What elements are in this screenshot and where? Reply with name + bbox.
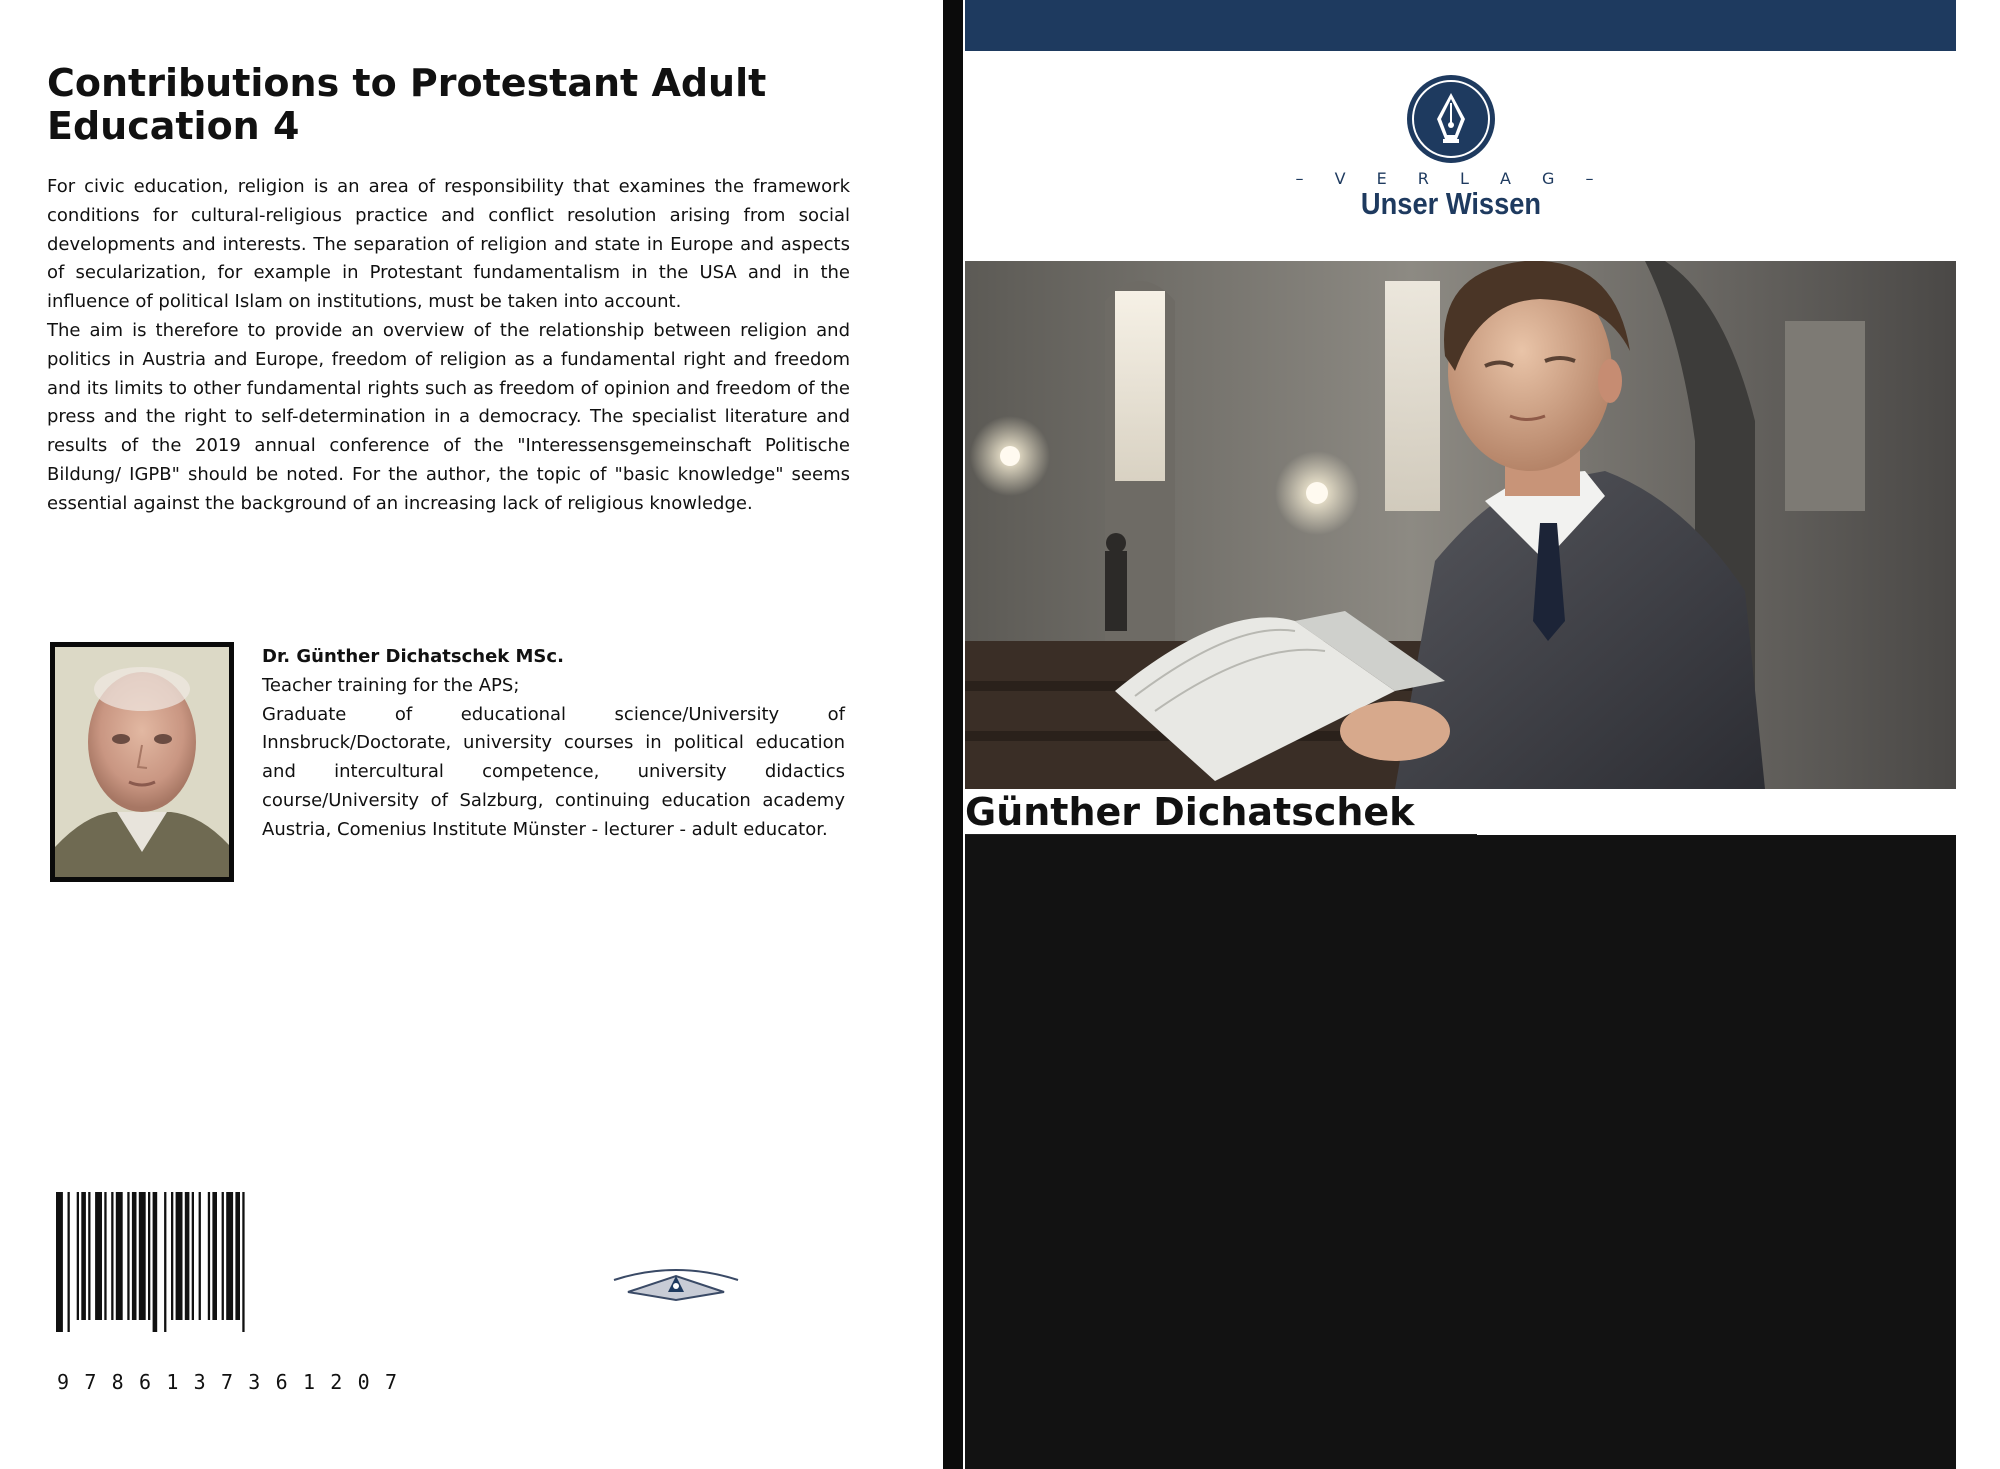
barcode-bar bbox=[235, 1192, 240, 1320]
back-publisher-logo-icon bbox=[608, 1262, 744, 1302]
publisher-name: Unser Wissen bbox=[1360, 186, 1542, 221]
barcode-bar bbox=[212, 1192, 217, 1320]
barcode-bar bbox=[153, 1192, 158, 1332]
isbn-digit: 9 bbox=[57, 1370, 70, 1394]
isbn-digits bbox=[57, 1370, 397, 1394]
barcode-bar bbox=[104, 1192, 106, 1320]
back-cover-title: Contributions to Protestant Adult Education 4 bbox=[47, 61, 767, 148]
author-bio-details: Graduate of educational science/University of Innsbruck/Doctorate, university courses in political education and intercultural competence, university didactics course/University of Salzburg, continuing education academy Austria, Comenius Institute Münster - lecturer - adult educator. bbox=[262, 703, 845, 840]
isbn-digit: 1 bbox=[166, 1370, 179, 1394]
barcode-bar bbox=[139, 1192, 146, 1320]
barcode-bar bbox=[242, 1192, 244, 1332]
barcode-bar bbox=[132, 1192, 137, 1320]
barcode-bar bbox=[127, 1192, 129, 1320]
publisher-verlag-label: – V E R L A G – bbox=[1295, 169, 1607, 188]
barcode-bar bbox=[192, 1192, 194, 1320]
book-spine bbox=[943, 0, 963, 1469]
author-photo bbox=[50, 642, 234, 882]
isbn-digit: 6 bbox=[138, 1370, 152, 1394]
barcode-bar bbox=[95, 1192, 102, 1320]
barcode-bar bbox=[77, 1192, 79, 1320]
barcode-bar bbox=[176, 1192, 183, 1320]
isbn-barcode bbox=[56, 1192, 396, 1332]
author-bio bbox=[262, 643, 845, 845]
front-top-bar bbox=[965, 0, 1956, 51]
blurb bbox=[47, 173, 850, 519]
isbn-digit: 6 bbox=[275, 1370, 288, 1394]
author-bio-line: Teacher training for the APS; bbox=[262, 674, 520, 696]
isbn-digit: 7 bbox=[384, 1370, 397, 1394]
fountain-pen-nib-icon bbox=[1405, 73, 1497, 165]
barcode-bar bbox=[226, 1192, 233, 1320]
front-cover bbox=[965, 0, 1956, 1469]
barcode-bar bbox=[111, 1192, 113, 1320]
isbn-digit: 2 bbox=[330, 1370, 343, 1394]
front-dark-panel bbox=[965, 835, 1956, 1469]
blurb-paragraph-1: For civic education, religion is an area of responsibility that examines the framework conditions for cultural-religious practice and conflict resolution arising from social developments and interests. The separation of religion and state in Europe and aspects of secularization, for example in Protestant fundamentalism in the USA and in the influence of political Islam on institutions, must be taken into account. bbox=[47, 176, 850, 313]
barcode-bar bbox=[88, 1192, 90, 1320]
barcode-bar bbox=[208, 1192, 210, 1320]
barcode-bar bbox=[171, 1192, 173, 1320]
barcode-bar bbox=[199, 1192, 201, 1320]
cover-photo bbox=[965, 261, 1956, 789]
blurb-paragraph-2: The aim is therefore to provide an overview of the relationship between religion and politics in Austria and Europe, freedom of religion as a fundamental right and freedom and its limits to other fundamental rights such as freedom of opinion and freedom of the press and the right to self-determination in a democracy. The specialist literature and results of the 2019 annual conference of the "Interessensgemeinschaft Politische Bildung/ IGPB" should be noted. For the author, the topic of "basic knowledge" seems essential against the background of an increasing lack of religious knowledge. bbox=[47, 319, 850, 514]
author-portrait-icon bbox=[55, 647, 229, 877]
back-cover bbox=[0, 0, 940, 1469]
barcode-bar bbox=[164, 1192, 166, 1332]
publisher-header bbox=[965, 51, 1956, 261]
isbn-digit: 7 bbox=[84, 1370, 97, 1394]
isbn-digit: 8 bbox=[111, 1370, 124, 1394]
barcode-bar bbox=[185, 1192, 190, 1320]
isbn-digit: 0 bbox=[357, 1370, 370, 1394]
isbn-digit: 3 bbox=[248, 1370, 261, 1394]
isbn-digit: 7 bbox=[220, 1370, 234, 1394]
barcode-bar bbox=[148, 1192, 150, 1320]
barcode-bar bbox=[222, 1192, 224, 1320]
barcode-bar bbox=[81, 1192, 86, 1320]
author-bio-name: Dr. Günther Dichatschek MSc. bbox=[262, 646, 564, 667]
barcode-bar bbox=[116, 1192, 123, 1320]
barcode-bar bbox=[56, 1192, 63, 1332]
front-cover-author: Günther Dichatschek bbox=[965, 790, 1415, 834]
isbn-digit: 1 bbox=[302, 1370, 315, 1394]
barcode-bar bbox=[68, 1192, 70, 1332]
isbn-digit: 3 bbox=[193, 1370, 206, 1394]
